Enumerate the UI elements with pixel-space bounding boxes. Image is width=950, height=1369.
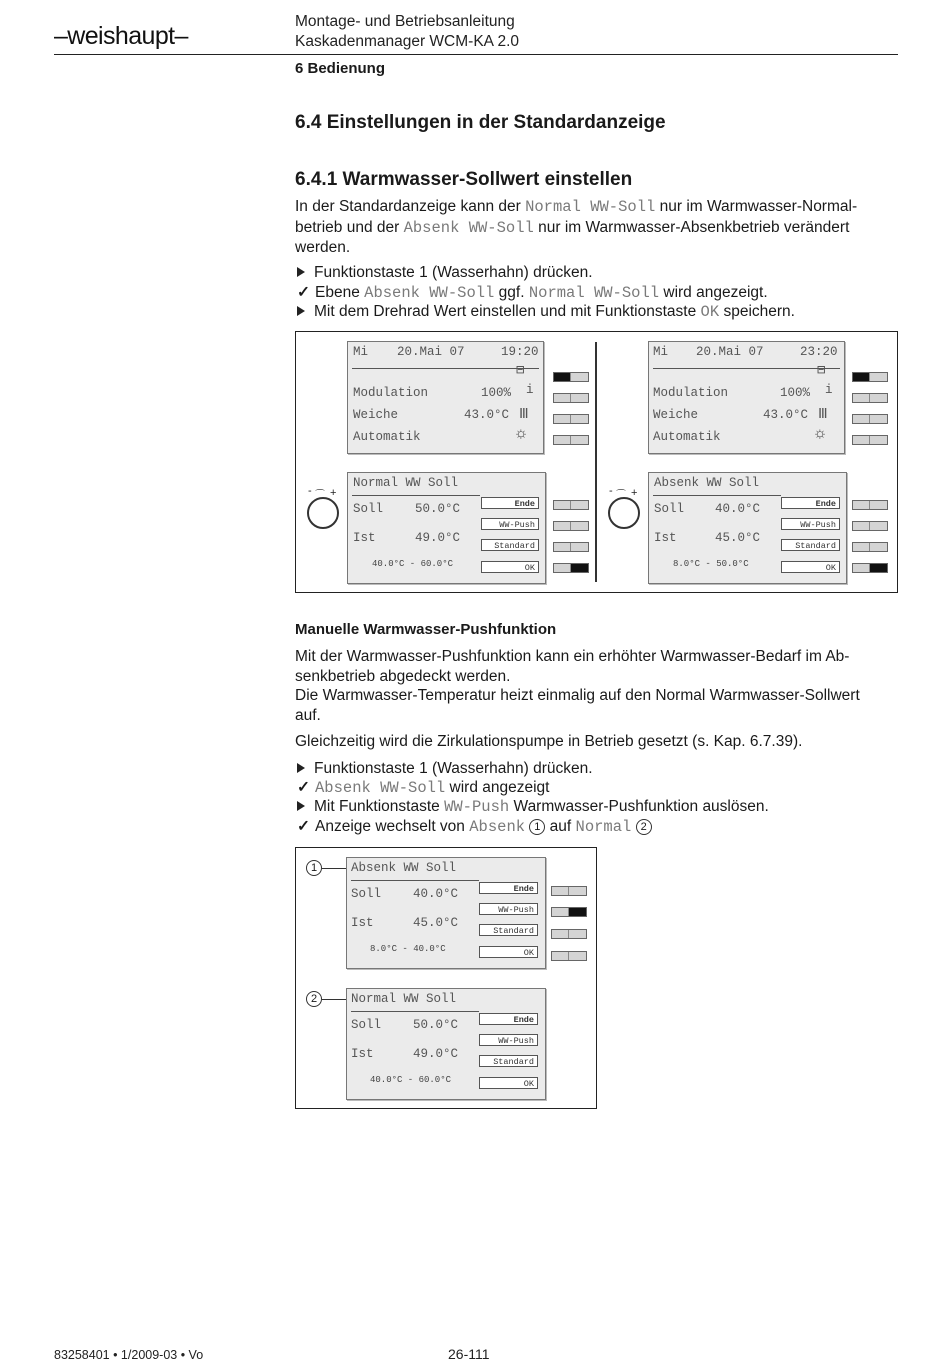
key-half bbox=[552, 930, 569, 938]
key-led bbox=[554, 373, 571, 381]
lcd-auto-label: Automatik bbox=[653, 430, 721, 444]
doc-title-line1: Montage- und Betriebsanleitung bbox=[295, 13, 515, 30]
key-half bbox=[554, 394, 571, 402]
step-item bbox=[297, 263, 593, 283]
function-key-1[interactable] bbox=[553, 500, 589, 510]
softkey-ok[interactable]: OK bbox=[781, 561, 840, 573]
key-half bbox=[853, 415, 870, 423]
lcd-modulation-value: 100% bbox=[481, 386, 512, 400]
key-half bbox=[554, 522, 571, 530]
lcd-soll-label: Soll bbox=[353, 502, 384, 516]
callout-number: 1 bbox=[529, 819, 545, 835]
lcd-separator bbox=[351, 1011, 479, 1012]
lcd-weiche-value: 43.0°C bbox=[763, 408, 809, 422]
checkmark-icon: ✓ bbox=[297, 284, 310, 301]
lcd-ist-value: 45.0°C bbox=[715, 531, 761, 545]
plus-sign: + bbox=[330, 487, 337, 499]
lcd-soll-value: 40.0°C bbox=[715, 502, 761, 516]
radiator-icon: Ⅲ bbox=[519, 407, 529, 423]
faucet-icon: ⊟ bbox=[817, 363, 826, 379]
lcd-ist-value: 49.0°C bbox=[415, 531, 461, 545]
key-half bbox=[554, 436, 571, 444]
softkey-ende[interactable]: Ende bbox=[481, 497, 539, 509]
radiator-icon: Ⅲ bbox=[818, 407, 828, 423]
intro-text: nur im Warmwasser-Absenkbetrieb verändert bbox=[533, 218, 850, 236]
key-half bbox=[554, 415, 571, 423]
callout-number: 1 bbox=[306, 860, 322, 876]
push-text: Mit der Warmwasser-Pushfunktion kann ein erhöhter Warmwasser-Bedarf im Ab- bbox=[295, 648, 850, 665]
lcd-weiche-label: Weiche bbox=[653, 408, 699, 422]
figure-push-sequence bbox=[295, 847, 597, 1109]
key-half bbox=[853, 501, 870, 509]
minus-sign: - bbox=[308, 485, 312, 497]
function-key-1[interactable] bbox=[852, 500, 888, 510]
sun-icon: ☼ bbox=[516, 425, 527, 444]
result-item bbox=[297, 283, 768, 304]
lcd-modulation-label: Modulation bbox=[353, 386, 429, 400]
key-half bbox=[554, 543, 571, 551]
lcd-range: 40.0°C - 60.0°C bbox=[370, 1075, 452, 1085]
sun-icon: ☼ bbox=[815, 425, 826, 444]
lcd-time: 19:20 bbox=[501, 345, 539, 359]
normal-ww-soll-term: Normal WW-Soll bbox=[525, 198, 656, 216]
lcd-title: Normal WW Soll bbox=[351, 992, 457, 1006]
lcd-ww-soll-display bbox=[648, 472, 847, 584]
arrow-bullet-icon bbox=[297, 267, 305, 277]
figure-divider bbox=[595, 342, 597, 582]
step-text: wird angezeigt bbox=[445, 779, 550, 796]
step-text: auf bbox=[545, 818, 576, 835]
softkey-standard[interactable]: Standard bbox=[481, 539, 539, 551]
softkey-ende[interactable]: Ende bbox=[781, 497, 840, 509]
knob-arrow-icon: ⌒ bbox=[616, 490, 626, 501]
lcd-modulation-value: 100% bbox=[780, 386, 811, 400]
lcd-separator bbox=[351, 880, 479, 881]
step-text: Funktionstaste 1 (Wasserhahn) drücken. bbox=[314, 264, 593, 281]
intro-text: nur im Warmwasser-Normal- bbox=[655, 198, 858, 215]
key-half bbox=[552, 908, 569, 916]
lcd-day: Mi bbox=[353, 345, 369, 359]
mono-term: OK bbox=[700, 303, 720, 321]
key-half bbox=[554, 501, 571, 509]
lcd-title: Normal WW Soll bbox=[353, 476, 459, 490]
softkey-ww-push[interactable]: WW-Push bbox=[481, 518, 539, 530]
function-key-2[interactable] bbox=[553, 521, 589, 531]
lcd-weiche-value: 43.0°C bbox=[464, 408, 510, 422]
step-text: Funktionstaste 1 (Wasserhahn) drücken. bbox=[314, 760, 593, 777]
function-key-4[interactable] bbox=[553, 435, 589, 445]
lcd-range: 8.0°C - 50.0°C bbox=[673, 559, 749, 569]
document-number: 83258401 • 1/2009-03 • Vo bbox=[54, 1348, 204, 1362]
softkey-ok[interactable]: OK bbox=[479, 1077, 538, 1089]
mono-term: Absenk WW-Soll bbox=[364, 284, 495, 302]
minus-sign: - bbox=[609, 485, 613, 497]
lcd-date: 20.Mai 07 bbox=[696, 345, 764, 359]
lcd-soll-value: 40.0°C bbox=[413, 887, 459, 901]
softkey-standard[interactable]: Standard bbox=[479, 1055, 538, 1067]
push-text: auf. bbox=[295, 706, 321, 724]
intro-text: In der Standardanzeige kann der bbox=[295, 198, 526, 215]
absenk-ww-soll-term: Absenk WW-Soll bbox=[403, 218, 534, 237]
lcd-separator bbox=[352, 368, 539, 369]
key-half bbox=[554, 564, 571, 572]
step-item bbox=[297, 797, 769, 818]
function-key-3[interactable] bbox=[852, 414, 888, 424]
key-half bbox=[853, 522, 870, 530]
lcd-range: 40.0°C - 60.0°C bbox=[372, 559, 454, 569]
step-text: speichern. bbox=[719, 303, 795, 320]
heading-push-function: Manuelle Warmwasser-Pushfunktion bbox=[295, 621, 557, 638]
lcd-ist-value: 45.0°C bbox=[413, 916, 459, 930]
section-title: 6 Bedienung bbox=[295, 60, 386, 77]
step-text: Mit dem Drehrad Wert einstellen und mit Funktionstaste bbox=[314, 303, 701, 320]
rotary-knob[interactable] bbox=[608, 497, 640, 529]
push-text: senkbetrieb abgedeckt werden. bbox=[295, 667, 511, 685]
function-key-3[interactable] bbox=[553, 542, 589, 552]
plus-sign: + bbox=[631, 487, 638, 499]
callout-line bbox=[322, 999, 346, 1000]
push-paragraph-2: Gleichzeitig wird die Zirkulationspumpe in Betrieb gesetzt (s. Kap. 6.7.39). bbox=[295, 733, 803, 750]
lcd-soll-value: 50.0°C bbox=[415, 502, 461, 516]
function-key-3[interactable] bbox=[852, 542, 888, 552]
lcd-ist-label: Ist bbox=[654, 531, 677, 545]
key-half bbox=[552, 887, 569, 895]
lcd-time: 23:20 bbox=[800, 345, 838, 359]
lcd-modulation-label: Modulation bbox=[653, 386, 729, 400]
function-key-4[interactable] bbox=[852, 435, 888, 445]
mono-term: Normal bbox=[575, 818, 632, 836]
lcd-ist-label: Ist bbox=[353, 531, 376, 545]
intro-paragraph bbox=[295, 197, 895, 258]
callout-number: 2 bbox=[306, 991, 322, 1007]
lcd-ww-soll-display bbox=[347, 472, 546, 584]
key-half bbox=[853, 394, 870, 402]
function-key-3[interactable] bbox=[553, 414, 589, 424]
callout-line bbox=[322, 868, 346, 869]
lcd-ist-label: Ist bbox=[351, 1047, 374, 1061]
function-key-2[interactable] bbox=[852, 521, 888, 531]
result-item bbox=[297, 778, 550, 799]
lcd-day: Mi bbox=[653, 345, 669, 359]
lcd-standard-display bbox=[648, 341, 845, 454]
function-key-4[interactable] bbox=[551, 951, 587, 961]
header-rule bbox=[54, 54, 898, 55]
heading-6-4: 6.4 Einstellungen in der Standardanzeige bbox=[295, 112, 666, 133]
intro-text: betrieb und der bbox=[295, 218, 404, 236]
function-key-1[interactable] bbox=[553, 372, 589, 382]
info-icon: i bbox=[526, 383, 534, 397]
key-led bbox=[853, 373, 870, 381]
mono-term: Normal WW-Soll bbox=[528, 284, 660, 302]
page-number: 26-111 bbox=[448, 1346, 490, 1362]
lcd-weiche-label: Weiche bbox=[353, 408, 399, 422]
info-icon: i bbox=[825, 383, 833, 397]
function-key-2[interactable] bbox=[553, 393, 589, 403]
softkey-ok[interactable]: OK bbox=[481, 561, 539, 573]
mono-term: Absenk bbox=[469, 818, 526, 836]
result-item bbox=[297, 817, 652, 838]
lcd-separator bbox=[653, 495, 781, 496]
softkey-standard[interactable]: Standard bbox=[781, 539, 840, 551]
function-key-4[interactable] bbox=[852, 563, 888, 573]
faucet-icon: ⊟ bbox=[516, 363, 525, 379]
lcd-auto-label: Automatik bbox=[353, 430, 421, 444]
lcd-date: 20.Mai 07 bbox=[397, 345, 465, 359]
lcd-soll-value: 50.0°C bbox=[413, 1018, 459, 1032]
step-text: Anzeige wechselt von bbox=[315, 818, 470, 835]
arrow-bullet-icon bbox=[297, 306, 305, 316]
key-half bbox=[853, 543, 870, 551]
lcd-ist-value: 49.0°C bbox=[413, 1047, 459, 1061]
softkey-ok[interactable]: OK bbox=[479, 946, 538, 958]
lcd-standard-display bbox=[347, 341, 544, 454]
step-text: Mit Funktionstaste bbox=[314, 798, 445, 815]
lcd-title: Absenk WW Soll bbox=[351, 861, 457, 875]
step-text: Warmwasser-Pushfunktion auslösen. bbox=[509, 798, 769, 815]
lcd-separator bbox=[352, 495, 480, 496]
intro-text: werden. bbox=[295, 239, 351, 256]
step-text: Ebene bbox=[315, 284, 365, 301]
push-text: Die Warmwasser-Temperatur heizt einmalig auf den Normal Warmwasser-Sollwert bbox=[295, 687, 860, 704]
function-key-2[interactable] bbox=[852, 393, 888, 403]
step-item bbox=[297, 759, 593, 779]
key-half bbox=[853, 436, 870, 444]
lcd-soll-label: Soll bbox=[351, 1018, 382, 1032]
function-key-3[interactable] bbox=[551, 929, 587, 939]
heading-6-4-1: 6.4.1 Warmwasser-Sollwert einstellen bbox=[295, 169, 633, 190]
function-key-2[interactable] bbox=[551, 907, 587, 917]
softkey-ww-push[interactable]: WW-Push bbox=[479, 903, 538, 915]
key-half bbox=[853, 564, 870, 572]
key-half bbox=[552, 952, 569, 960]
lcd-soll-label: Soll bbox=[654, 502, 685, 516]
lcd-absenk-display bbox=[346, 857, 546, 969]
arrow-bullet-icon bbox=[297, 763, 305, 773]
softkey-ende[interactable]: Ende bbox=[479, 1013, 538, 1025]
lcd-range: 8.0°C - 40.0°C bbox=[370, 944, 446, 954]
step-item bbox=[297, 302, 795, 323]
softkey-standard[interactable]: Standard bbox=[479, 924, 538, 936]
push-paragraph bbox=[295, 647, 895, 725]
rotary-knob[interactable] bbox=[307, 497, 339, 529]
lcd-normal-display bbox=[346, 988, 546, 1100]
function-key-4[interactable] bbox=[553, 563, 589, 573]
doc-title-line2: Kaskadenmanager WCM-KA 2.0 bbox=[295, 33, 519, 50]
lcd-ist-label: Ist bbox=[351, 916, 374, 930]
mono-term: WW-Push bbox=[444, 798, 510, 816]
checkmark-icon: ✓ bbox=[297, 779, 310, 796]
lcd-title: Absenk WW Soll bbox=[654, 476, 760, 490]
softkey-ww-push[interactable]: WW-Push bbox=[781, 518, 840, 530]
function-key-1[interactable] bbox=[551, 886, 587, 896]
lcd-separator bbox=[653, 368, 840, 369]
callout-number: 2 bbox=[636, 819, 652, 835]
step-text: ggf. bbox=[494, 284, 529, 301]
step-text: wird angezeigt. bbox=[659, 284, 768, 301]
lcd-soll-label: Soll bbox=[351, 887, 382, 901]
softkey-ende[interactable]: Ende bbox=[479, 882, 538, 894]
mono-term: Absenk WW-Soll bbox=[315, 779, 446, 797]
softkey-ww-push[interactable]: WW-Push bbox=[479, 1034, 538, 1046]
knob-arrow-icon: ⌒ bbox=[315, 490, 325, 501]
weishaupt-logo: –weishaupt– bbox=[54, 22, 188, 50]
function-key-1[interactable] bbox=[852, 372, 888, 382]
arrow-bullet-icon bbox=[297, 801, 305, 811]
checkmark-icon: ✓ bbox=[297, 818, 310, 835]
figure-display-panels bbox=[295, 331, 898, 593]
